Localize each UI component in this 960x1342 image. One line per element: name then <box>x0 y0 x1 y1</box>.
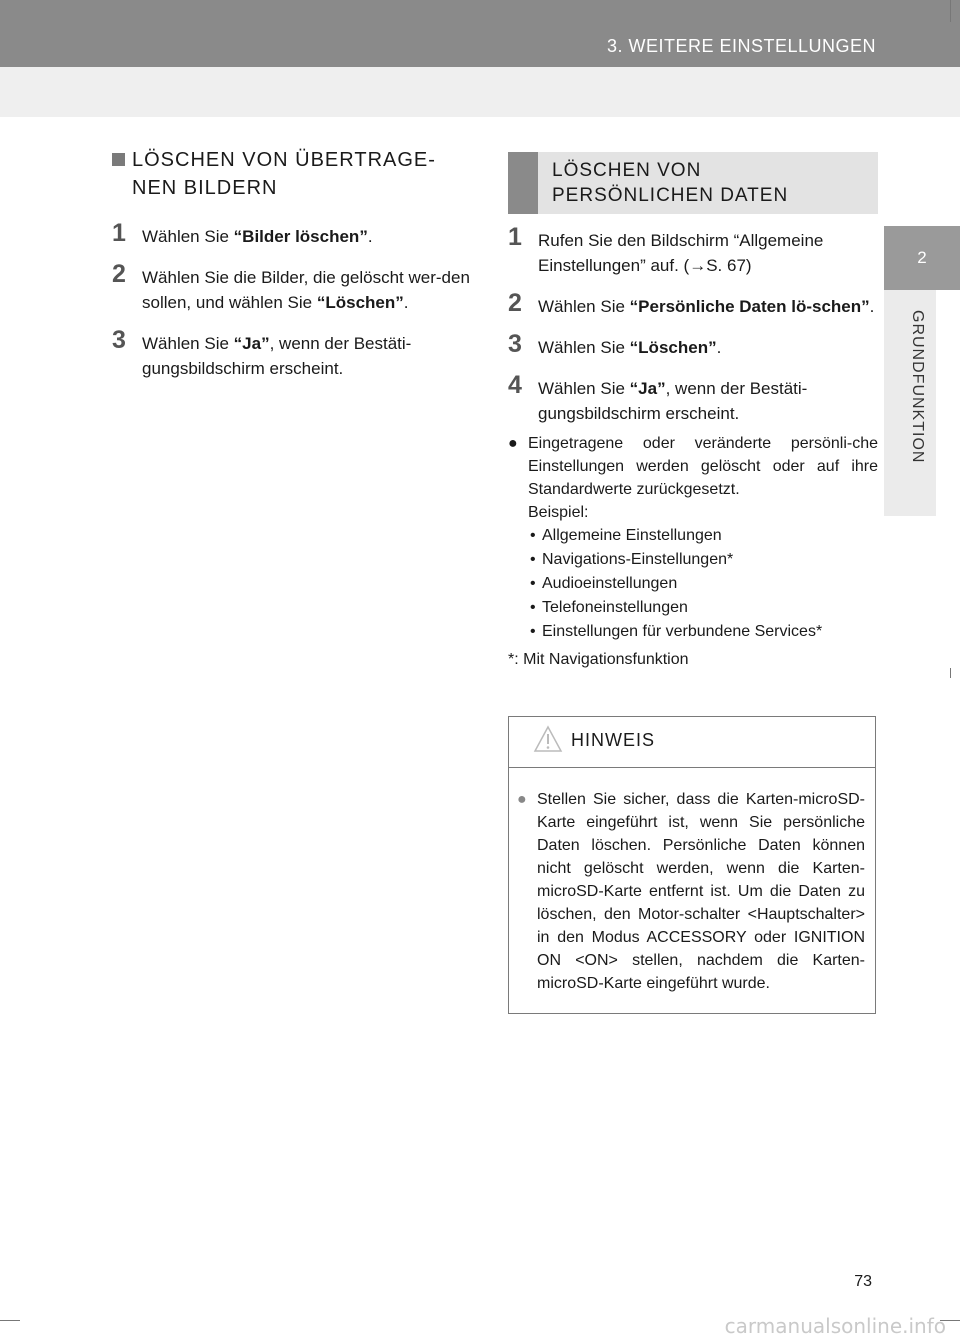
list-item: • Telefoneinstellungen <box>528 596 878 620</box>
section-heading <box>508 152 878 214</box>
chapter-tab-label: GRUNDFUNKTION <box>909 310 926 464</box>
section-title: LÖSCHEN VON PERSÖNLICHEN DATEN <box>552 160 789 206</box>
sub-heading-delete-images: LÖSCHEN VON ÜBERTRAGE-NEN BILDERN <box>112 146 478 202</box>
note-header <box>509 717 875 768</box>
right-column <box>508 152 878 672</box>
step-1: 1 Wählen Sie “Bilder löschen”. <box>112 219 373 247</box>
step-number: 3 <box>112 326 126 354</box>
square-bullet-icon <box>112 153 125 166</box>
step-number: 1 <box>112 219 126 247</box>
list-item: • Allgemeine Einstellungen <box>528 524 878 548</box>
list-item: • Audioeinstellungen <box>528 572 878 596</box>
note-box <box>508 716 876 1014</box>
chapter-tab-number: 2 <box>884 226 960 290</box>
note-body <box>509 768 875 995</box>
note-label: HINWEIS <box>571 730 656 750</box>
crop-mark-right <box>950 668 951 678</box>
step-number: 2 <box>112 260 126 288</box>
step-number: 3 <box>508 330 522 358</box>
list-item: • Einstellungen für verbundene Services* <box>528 620 878 644</box>
step-4: 4 Wählen Sie “Ja”, wenn der Bestäti-gungsbildschirm erscheint. <box>508 371 808 423</box>
section-heading-bar <box>508 152 538 214</box>
info-bullet: ● Eingetragene oder veränderte persönli-che Einstellungen werden gelöscht oder auf ihre Standardwerte zurückgesetzt. Beispiel: • Allgemeine Einstellungen • Navigations-Einstellungen* • Audioeinstellungen • Telefoneinstellungen • Einstellungen für verbundene Services* <box>508 432 878 644</box>
left-column <box>112 146 478 397</box>
page-number: 73 <box>854 1273 872 1290</box>
step-number: 2 <box>508 289 522 317</box>
list-item: • Navigations-Einstellungen* <box>528 548 878 572</box>
example-label: Beispiel: <box>528 504 589 521</box>
chapter-title: 3. WEITERE EINSTELLUNGEN <box>606 36 876 56</box>
step-number: 1 <box>508 223 522 251</box>
crop-mark-top-right <box>950 0 951 22</box>
step-2: 2 Wählen Sie die Bilder, die gelöscht wer-den sollen, und wählen Sie “Löschen”. <box>112 260 470 312</box>
footnote: *: Mit Navigationsfunktion <box>508 651 689 668</box>
crop-mark-bottom-left <box>0 1320 20 1321</box>
filled-circle-bullet-icon: ● <box>517 791 527 808</box>
watermark: carmanualsonline.info <box>724 1314 946 1338</box>
warning-triangle-icon <box>533 725 563 758</box>
step-2: 2 Wählen Sie “Persönliche Daten lö-schen”. <box>508 289 875 317</box>
step-1: 1 Rufen Sie den Bildschirm “Allgemeine Einstellungen” auf. (→S. 67) <box>508 223 824 275</box>
example-list <box>528 524 878 644</box>
header-underband <box>0 67 960 117</box>
note-bullet: ● Stellen Sie sicher, dass die Karten-microSD-Karte eingeführt ist, wenn Sie persönliche Daten löschen. Persönliche Daten können nicht gelöscht werden, wenn die Karten-microSD-Karte entfernt ist. Um die Daten zu löschen, den Motor-schalter <Hauptschalter> in den Modus ACCESSORY oder IGNITION ON <ON> stellen, nachdem die Karten-microSD-Karte eingeführt wurde. <box>517 788 865 995</box>
step-3: 3 Wählen Sie “Ja”, wenn der Bestäti-gungsbildschirm erscheint. <box>112 326 412 378</box>
filled-circle-bullet-icon: ● <box>508 435 518 452</box>
step-3: 3 Wählen Sie “Löschen”. <box>508 330 722 358</box>
step-number: 4 <box>508 371 522 399</box>
